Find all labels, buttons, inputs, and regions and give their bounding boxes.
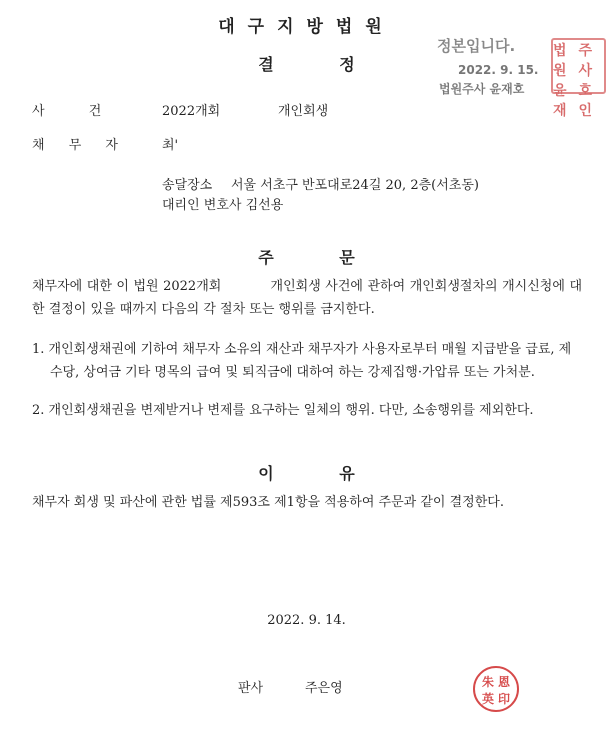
reason-heading: 이 유 bbox=[258, 464, 355, 483]
judge-name: 주은영 bbox=[305, 681, 343, 696]
debtor-agent: 대리인 변호사 김선용 bbox=[162, 198, 284, 213]
judge-seal-char: 恩 bbox=[497, 675, 510, 689]
judge-seal bbox=[473, 666, 519, 712]
decision-date: 2022. 9. 14. bbox=[267, 613, 346, 628]
clerk-seal-char: 주사 bbox=[578, 43, 593, 79]
clerk-seal-char: 윤재 bbox=[553, 83, 567, 119]
debtor-address: 서울 서초구 반포대로24길 20, 2층(서초동) bbox=[231, 178, 479, 193]
debtor-name: 최' bbox=[162, 138, 179, 153]
order-item: 2. 개인회생채권을 변제받거나 변제를 요구하는 일체의 행위. 다만, 소송행위를 제외한다. bbox=[32, 403, 534, 418]
order-item: 1. 개인회생채권에 기하여 채무자 소유의 재산과 채무자가 사용자로부터 매월 지급받을 급료, 제수당, 상여금 기타 명목의 급여 및 퇴직금에 대하여 하는 강제집행·가압류 또는 가처분. bbox=[32, 342, 572, 380]
case-type: 개인회생 bbox=[278, 104, 329, 119]
judge-seal-char: 朱 bbox=[481, 675, 494, 689]
clerk-seal-char: 호인 bbox=[578, 83, 593, 119]
clerk-seal bbox=[551, 38, 606, 119]
court-name: 대구지방법원 bbox=[218, 17, 395, 37]
order-intro: 채무자에 대한 이 법원 2022개회 개인회생 사건에 관하여 개인회생절차의 개시신청에 대한 결정이 있을 때까지 다음의 각 절차 또는 행위를 금지한다. bbox=[32, 279, 582, 317]
case-label: 사 건 bbox=[32, 104, 102, 119]
judge-label: 판사 bbox=[238, 681, 264, 696]
certification-date: 2022. 9. 15. bbox=[458, 63, 539, 77]
case-number: 2022개회 bbox=[162, 104, 221, 119]
judge-seal-char: 英 bbox=[481, 692, 494, 706]
debtor-label: 채 무 자 bbox=[32, 138, 118, 153]
clerk-seal-char: 법원 bbox=[553, 43, 567, 79]
certification-title: 정본입니다. bbox=[437, 37, 516, 55]
judge-seal-char: 印 bbox=[497, 692, 510, 706]
reason-text: 채무자 회생 및 파산에 관한 법률 제593조 제1항을 적용하여 주문과 같이 결정한다. bbox=[32, 495, 504, 510]
certification-clerk: 법원주사 윤재호 bbox=[439, 82, 525, 96]
address-label: 송달장소 bbox=[162, 178, 213, 193]
document-title: 결 정 bbox=[258, 55, 355, 74]
order-heading: 주 문 bbox=[258, 248, 355, 267]
